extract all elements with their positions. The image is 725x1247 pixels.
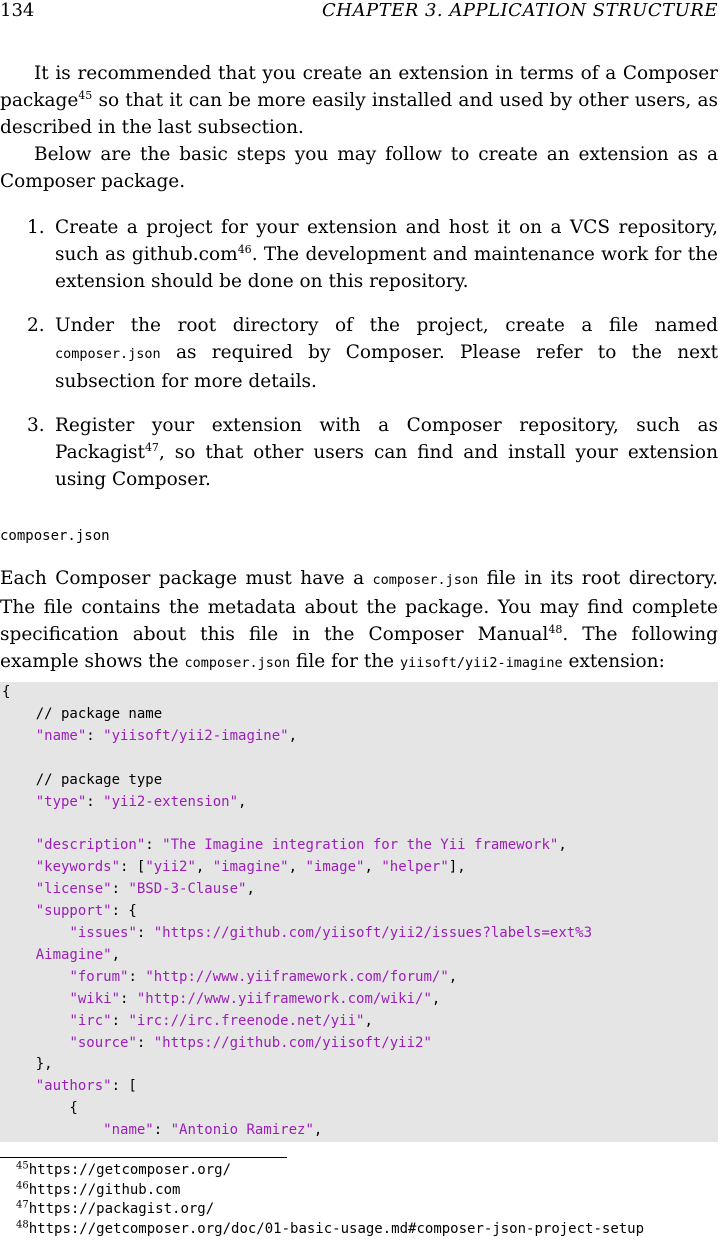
section-heading: composer.json: [0, 528, 110, 544]
footnote-ref-47[interactable]: 47: [144, 440, 159, 454]
footnote-ref-46[interactable]: 46: [237, 242, 252, 256]
footnote-link[interactable]: https://packagist.org/: [28, 1201, 215, 1217]
footnote-46: $^{46}$https://github.com: [16, 1179, 181, 1198]
inline-code: composer.json: [372, 572, 479, 588]
list-item: 3. Register your extension with a Composer repository, such as Packagist$^{47}$, so that other users can find and install your extension using Composer.: [27, 415, 718, 490]
composer-json-paragraph: Each Composer package must have a composer.json file in its root directory. The file contains the metadata about the package. You may find complete specification about this file in the Composer Manual$^{48}$. The following example shows the composer.json file for the yiisoft/yii2-imagine extension:: [0, 568, 718, 672]
list-item: 1. Create a project for your extension and host it on a VCS repository, such as github.com$^{46}$. The development and maintenance work for the extension should be done on this repository.: [27, 217, 718, 292]
steps-list: [0, 214, 718, 510]
inline-code: yiisoft/yii2-imagine: [400, 655, 563, 671]
footnote-link[interactable]: https://getcomposer.org/: [28, 1162, 232, 1178]
page-header: [0, 0, 718, 22]
code-listing: { // package name "name": "yiisoft/yii2-imagine", // package type "type": "yii2-extension", "description": "The Imagine integration for the Yii framework", "keywords": ["yii2", "imagine", "image", "helper"], "license": "BSD-3-Clause", "support": { "issues": "https://github.com/yiisoft/yii2/issues?labels=ext%3 Aimagine", "forum": "http://www.yiiframework.com/forum/", "wiki": "http://www.yiiframework.com/wiki/", "irc": "irc://irc.freenode.net/yii", "source": "https://github.com/yiisoft/yii2" }, "authors": [ { "name": "Antonio Ramirez",: [2, 684, 593, 1139]
footnote-ref-48[interactable]: 48: [548, 622, 563, 636]
footnotes: [16, 1161, 644, 1239]
inline-code: composer.json: [55, 346, 161, 362]
page-number: 134: [0, 0, 35, 21]
inline-code: composer.json: [184, 655, 291, 671]
footnote-47: $^{47}$https://packagist.org/: [16, 1199, 215, 1217]
footnote-48: $^{48}$https://getcomposer.org/doc/01-basic-usage.md#composer-json-project-setup: [16, 1218, 645, 1237]
intro-paragraph: It is recommended that you create an extension in terms of a Composer package$^{45}$ so that it can be more easily installed and used by other users, as described in the last subsection.: [0, 63, 718, 138]
code-block: [0, 682, 718, 1142]
footnote-ref-45[interactable]: 45: [78, 88, 93, 102]
steps-intro-paragraph: Below are the basic steps you may follow to create an extension as a Composer package.: [0, 144, 718, 192]
list-item: 2. Under the root directory of the project, create a file named composer.json as required by Composer. Please refer to the next subsection for more details.: [27, 315, 718, 392]
chapter-title: CHAPTER 3. APPLICATION STRUCTURE: [321, 0, 718, 21]
footnote-link[interactable]: https://github.com: [28, 1181, 181, 1198]
footnote-link[interactable]: https://getcomposer.org/doc/01-basic-usage.md#composer-json-project-setup: [28, 1220, 645, 1237]
footnote-45: $^{45}$https://getcomposer.org/: [16, 1160, 232, 1178]
footnote-divider: [0, 1157, 287, 1158]
